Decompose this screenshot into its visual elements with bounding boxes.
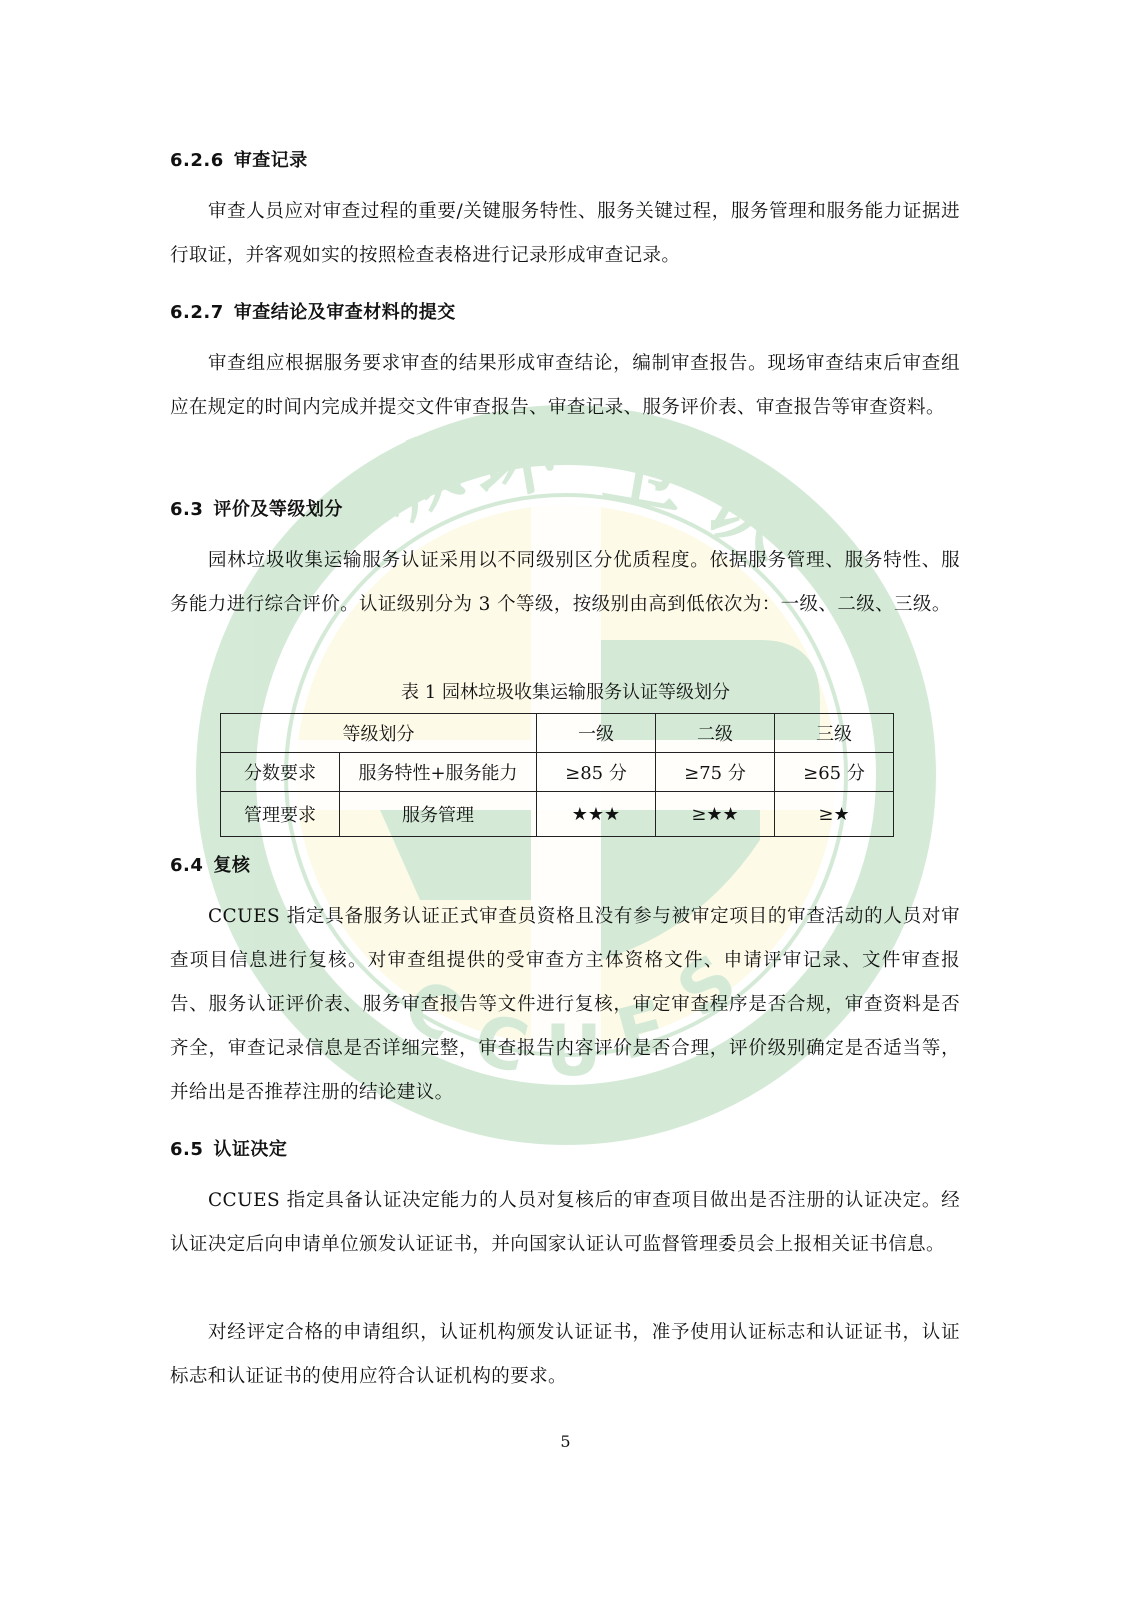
svg-text:环: 环 — [467, 408, 563, 514]
svg-text:C: C — [465, 997, 537, 1090]
row-value-grade-2: ≥75 分 — [656, 753, 775, 792]
row-item: 服务管理 — [340, 792, 537, 837]
table-row — [221, 792, 894, 837]
paragraph-certification-decision: CCUES 指定具备认证决定能力的人员对复核后的审查项目做出是否注册的认证决定。经认证决定后向申请单位颁发认证证书，并向国家认证认可监督管理委员会上报相关证书信息。 — [170, 1190, 960, 1255]
svg-text:E: E — [608, 984, 676, 1077]
grade-table — [220, 713, 894, 837]
paragraph-review: CCUES 指定具备服务认证正式审查员资格且没有参与被审定项目的审查活动的人员对审查项目信息进行复核。对审查组提供的受审查方主体资格文件、申请评审记录、文件审查报告、服务认证评价表、服务审查报告等文件进行复核，审定审查程序是否合规，审查资料是否齐全，审查记录信息是否详细完整，审查报告内容评价是否合理，评价级别确定是否适当等，并给出是否推荐注册的结论建议。 — [170, 906, 960, 1103]
paragraph-grading: 园林垃圾收集运输服务认证采用以不同级别区分优质程度。依据服务管理、服务特性、服务能力进行综合评价。认证级别分为 3 个等级，按级别由高到低依次为：一级、二级、三级。 — [170, 550, 960, 615]
table-caption: 表 1 园林垃圾收集运输服务认证等级划分 — [401, 682, 730, 703]
paragraph-certificate-usage: 对经评定合格的申请组织，认证机构颁发认证证书，准予使用认证标志和认证证书，认证标志和认证证书的使用应符合认证机构的要求。 — [170, 1322, 960, 1387]
section-heading-6-2-7: 6.2.7 审查结论及审查材料的提交 — [170, 302, 456, 323]
row-value-grade-1: ★★★ — [537, 792, 656, 837]
row-value-grade-3: ≥★ — [775, 792, 894, 837]
paragraph-audit-records: 审查人员应对审查过程的重要/关键服务特性、服务关键过程，服务管理和服务能力证据进行取证，并客观如实的按照检查表格进行记录形成审查记录。 — [170, 201, 960, 266]
table-row — [221, 753, 894, 792]
row-value-grade-2: ≥★★ — [656, 792, 775, 837]
row-value-grade-1: ≥85 分 — [537, 753, 656, 792]
section-heading-6-3: 6.3 评价及等级划分 — [170, 499, 343, 520]
svg-text:认: 认 — [690, 455, 807, 577]
row-category: 分数要求 — [221, 753, 340, 792]
page-number: 5 — [560, 1432, 571, 1451]
row-value-grade-3: ≥65 分 — [775, 753, 894, 792]
section-heading-6-2-6: 6.2.6 审查记录 — [170, 150, 308, 171]
svg-text:C: C — [388, 961, 478, 1059]
row-item: 服务特性+服务能力 — [340, 753, 537, 792]
header-grade-2: 二级 — [656, 714, 775, 753]
section-heading-6-4: 6.4 复核 — [170, 855, 251, 876]
svg-text:卫: 卫 — [596, 422, 692, 528]
header-label: 等级划分 — [221, 714, 537, 753]
svg-text:U: U — [545, 1010, 602, 1092]
header-grade-3: 三级 — [775, 714, 894, 753]
table-header-row — [221, 714, 894, 753]
svg-text:S: S — [662, 937, 752, 1034]
header-grade-1: 一级 — [537, 714, 656, 753]
row-category: 管理要求 — [221, 792, 340, 837]
section-heading-6-5: 6.5 认证决定 — [170, 1139, 288, 1160]
svg-text:城: 城 — [358, 420, 474, 542]
paragraph-audit-conclusion: 审查组应根据服务要求审查的结果形成审查结论，编制审查报告。现场审查结束后审查组应在规定的时间内完成并提交文件审查报告、审查记录、服务评价表、审查报告等审查资料。 — [170, 353, 960, 418]
